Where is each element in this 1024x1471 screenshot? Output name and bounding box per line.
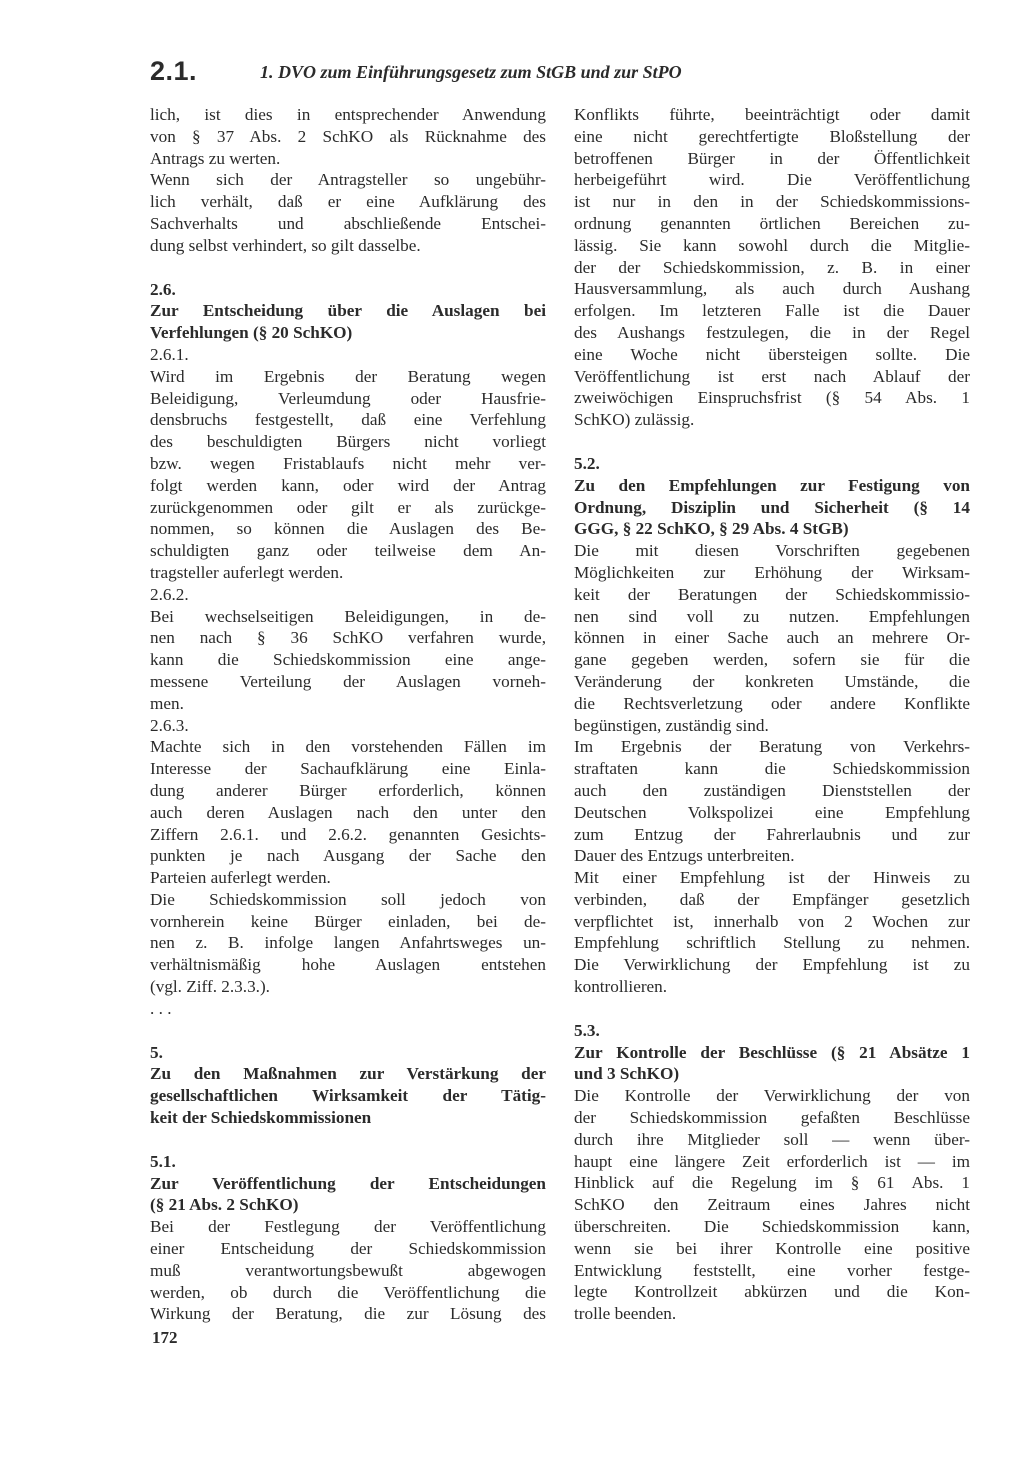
text-line: . . .: [150, 998, 172, 1018]
text-line: dung anderer Bürger erforderlich, können: [150, 780, 546, 800]
text-line: Im Ergebnis der Beratung von Verkehrs-: [574, 737, 970, 757]
heading-line: Zu den Empfehlungen zur Festigung von: [574, 475, 970, 495]
text-line: men.: [150, 693, 184, 713]
text-line: verbinden, daß der Empfänger gesetzlich: [574, 889, 970, 909]
heading-line: 5.2.: [574, 453, 600, 473]
text-line: Parteien auferlegt werden.: [150, 868, 331, 888]
text-line: durch ihre Mitglieder soll — wenn über-: [574, 1129, 970, 1149]
text-line: lässig. Sie kann sowohl durch die Mitglie-: [574, 235, 970, 255]
text-line: 2.6.2.: [150, 584, 189, 604]
text-line: haupt eine längere Zeit erforderlich ist — im: [574, 1151, 970, 1171]
heading-line: gesellschaftlichen Wirksamkeit der Tätig-: [150, 1086, 546, 1106]
text-line: tragsteller auferlegt werden.: [150, 562, 344, 582]
text-line: nen z. B. infolge langen Anfahrtsweges un-: [150, 933, 546, 953]
left-column: [150, 104, 546, 1325]
text-line: Beleidigung, Verleumdung oder Hausfrie-: [150, 388, 546, 408]
text-line: trolle beenden.: [574, 1304, 677, 1324]
text-line: lich, ist dies in entsprechender Anwendung: [150, 105, 546, 124]
heading-line: 2.6.: [150, 279, 176, 299]
text-line: punkten je nach Ausgang der Sache den: [150, 846, 546, 866]
text-line: Bei wechselseitigen Beleidigungen, in de-: [150, 606, 546, 626]
heading-line: Zur Entscheidung über die Auslagen bei: [150, 301, 546, 321]
text-line: nommen, so können die Auslagen des Be-: [150, 519, 546, 539]
text-line: zurückgenommen oder gilt er als zurückge-: [150, 497, 546, 517]
text-line: SchKO) zulässig.: [574, 410, 695, 430]
text-line: Antrags zu werten.: [150, 148, 281, 168]
text-line: der der Schiedskommission, z. B. in einer: [574, 257, 970, 277]
text-line: folgt werden kann, oder wird der Antrag: [150, 475, 546, 495]
text-line: auch deren Auslagen nach den unter den: [150, 802, 546, 822]
text-line: Die Kontrolle der Verwirklichung der von: [574, 1086, 970, 1106]
text-line: überschreiten. Die Schiedskommission kann,: [574, 1217, 970, 1237]
text-line: Veröffentlichung ist erst nach Ablauf der: [574, 366, 970, 386]
text-line: zweiwöchigen Einspruchsfrist (§ 54 Abs. 1: [574, 388, 970, 408]
text-line: Die Schiedskommission soll jedoch von: [150, 889, 546, 909]
text-line: auch den zuständigen Dienststellen der: [574, 780, 970, 800]
heading-line: Zur Veröffentlichung der Entscheidungen: [150, 1173, 546, 1193]
text-line: keit der Beratungen der Schiedskommissio-: [574, 584, 970, 604]
text-line: können in einer Sache auch an mehrere Or-: [574, 628, 970, 648]
text-line: schuldigten ganz oder teilweise dem An-: [150, 541, 546, 561]
heading-line: (§ 21 Abs. 2 SchKO): [150, 1195, 299, 1215]
heading-line: und 3 SchKO): [574, 1064, 680, 1084]
heading-line: 5.1.: [150, 1151, 176, 1171]
text-line: dung selbst verhindert, so gilt dasselbe.: [150, 235, 421, 255]
paragraph-gap: [574, 998, 970, 1020]
paragraph-gap: [150, 1020, 546, 1042]
text-line: eine Woche nicht übersteigen sollte. Die: [574, 344, 970, 364]
right-column: [574, 104, 970, 1325]
text-line: Hausversammlung, als auch durch Aushang: [574, 279, 970, 299]
text-line: (vgl. Ziff. 2.3.3.).: [150, 977, 270, 997]
text-line: verpflichtet ist, innerhalb von 2 Wochen zur: [574, 911, 970, 931]
text-line: densbruchs festgestellt, daß eine Verfehlung: [150, 410, 546, 430]
heading-line: keit der Schiedskommissionen: [150, 1108, 372, 1128]
paragraph-gap: [574, 431, 970, 453]
text-line: von § 37 Abs. 2 SchKO als Rücknahme des: [150, 126, 546, 146]
heading-line: GGG, § 22 SchKO, § 29 Abs. 4 StGB): [574, 519, 849, 539]
text-line: nen nach § 36 SchKO verfahren wurde,: [150, 628, 546, 648]
heading-line: Verfehlungen (§ 20 SchKO): [150, 323, 353, 343]
text-line: ordnung genannten örtlichen Bereichen zu-: [574, 213, 970, 233]
text-line: Entwicklung feststellt, eine vorher festge-: [574, 1260, 970, 1280]
text-line: kann die Schiedskommission eine ange-: [150, 650, 546, 670]
text-line: Hinblick auf die Regelung im § 61 Abs. 1: [574, 1173, 970, 1193]
text-line: die Rechtsverletzung oder andere Konflikte: [574, 693, 970, 713]
text-line: Sachverhalts und abschließende Entschei-: [150, 213, 546, 233]
text-line: Möglichkeiten zur Erhöhung der Wirksam-: [574, 562, 970, 582]
text-line: Mit einer Empfehlung ist der Hinweis zu: [574, 868, 970, 888]
text-line: betroffenen Bürger in der Öffentlichkeit: [574, 148, 970, 168]
text-line: herbeigeführt wird. Die Veröffentlichung: [574, 170, 970, 190]
heading-line: Zu den Maßnahmen zur Verstärkung der: [150, 1064, 546, 1084]
text-line: Wirkung der Beratung, die zur Lösung des: [150, 1304, 546, 1324]
text-line: straftaten kann die Schiedskommission: [574, 759, 970, 779]
paragraph-gap: [150, 257, 546, 279]
text-line: Interesse der Sachaufklärung eine Einla-: [150, 759, 546, 779]
text-line: des beschuldigten Bürgers nicht vorliegt: [150, 432, 546, 452]
text-line: SchKO den Zeitraum eines Jahres nicht: [574, 1195, 970, 1215]
text-line: verhältnismäßig hohe Auslagen entstehen: [150, 955, 546, 975]
text-line: kontrollieren.: [574, 977, 668, 997]
running-title: 1. DVO zum Einführungsgesetz zum StGB und zur StPO: [260, 62, 682, 82]
text-line: Die Verwirklichung der Empfehlung ist zu: [574, 955, 970, 975]
text-line: eine nicht gerechtfertigte Bloßstellung der: [574, 126, 970, 146]
text-line: werden, ob durch die Veröffentlichung die: [150, 1282, 546, 1302]
text-line: ist nur in den in der Schiedskommissions-: [574, 192, 970, 212]
heading-line: 5.: [150, 1042, 163, 1062]
text-line: gane gegeben werden, sofern sie für die: [574, 650, 970, 670]
text-line: Ziffern 2.6.1. und 2.6.2. genannten Gesichts-: [150, 824, 546, 844]
text-line: des Aushangs festzulegen, die in der Regel: [574, 322, 970, 342]
text-line: einer Entscheidung der Schiedskommission: [150, 1239, 546, 1259]
text-line: Wird im Ergebnis der Beratung wegen: [150, 366, 546, 386]
text-line: der Schiedskommission gefaßten Beschlüsse: [574, 1108, 970, 1128]
heading-line: 5.3.: [574, 1020, 600, 1040]
text-line: vornherein keine Bürger einladen, bei de-: [150, 911, 546, 931]
paragraph-gap: [150, 1129, 546, 1151]
text-line: 2.6.3.: [150, 715, 189, 735]
text-line: erfolgen. Im letzteren Falle ist die Dauer: [574, 301, 970, 321]
text-line: Empfehlung schriftlich Stellung zu nehmen.: [574, 933, 970, 953]
heading-line: Zur Kontrolle der Beschlüsse (§ 21 Absätze 1: [574, 1042, 970, 1062]
text-line: bzw. wegen Fristablaufs nicht mehr ver-: [150, 453, 546, 473]
text-line: muß verantwortungsbewußt abgewogen: [150, 1260, 546, 1280]
text-line: zum Entzug der Fahrerlaubnis und zur: [574, 824, 970, 844]
text-line: 2.6.1.: [150, 344, 189, 364]
text-line: messene Verteilung der Auslagen vorneh-: [150, 671, 546, 691]
text-line: Deutschen Volkspolizei eine Empfehlung: [574, 802, 970, 822]
text-line: Wenn sich der Antragsteller so ungebühr-: [150, 170, 546, 190]
text-line: lich verhält, daß er eine Aufklärung des: [150, 192, 546, 212]
text-line: legte Kontrollzeit abkürzen und die Kon-: [574, 1282, 970, 1302]
text-line: Die mit diesen Vorschriften gegebenen: [574, 541, 970, 561]
text-line: Dauer des Entzugs unterbreiten.: [574, 846, 795, 866]
text-line: Bei der Festlegung der Veröffentlichung: [150, 1217, 546, 1237]
page-header: [150, 54, 980, 94]
heading-line: Ordnung, Disziplin und Sicherheit (§ 14: [574, 497, 970, 517]
section-number: 2.1.: [150, 56, 198, 86]
text-line: nen sind voll zu nutzen. Empfehlungen: [574, 606, 970, 626]
text-line: Konflikts führte, beeinträchtigt oder damit: [574, 105, 970, 124]
text-line: Veränderung der konkreten Umstände, die: [574, 671, 970, 691]
text-line: begünstigen, zuständig sind.: [574, 715, 769, 735]
page-number: 172: [152, 1328, 178, 1347]
text-line: wenn sie bei ihrer Kontrolle eine positive: [574, 1238, 970, 1258]
text-line: Machte sich in den vorstehenden Fällen im: [150, 737, 546, 757]
